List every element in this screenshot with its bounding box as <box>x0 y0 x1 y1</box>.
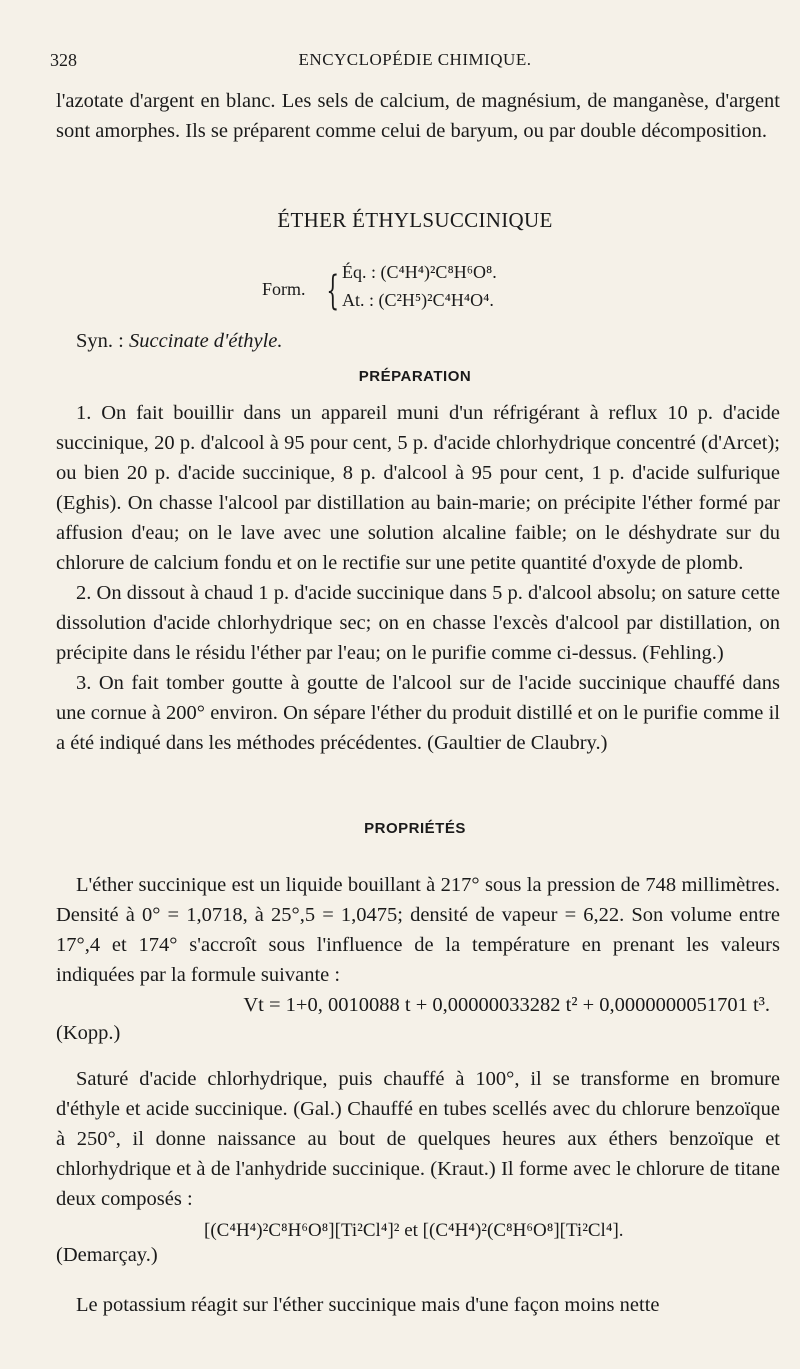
properties-paragraph-3: Le potassium réagit sur l'éther succinique mais d'une façon moins nette <box>76 1294 660 1316</box>
kopp-citation: (Kopp.) <box>56 1022 121 1044</box>
synonym-value: Succinate d'éthyle. <box>128 330 283 352</box>
titanium-compounds: [(C⁴H⁴)²C⁸H⁶O⁸][Ti²Cl⁴]² et [(C⁴H⁴)²(C⁸H⁶O⁸][Ti²Cl⁴]. <box>204 1220 624 1241</box>
brace-icon: { <box>326 268 340 314</box>
formula-equivalent: Éq. : (C⁴H⁴)²C⁸H⁶O⁸. <box>342 262 497 282</box>
formula-block <box>262 262 662 322</box>
preparation-heading: PRÉPARATION <box>358 368 472 385</box>
preparation-method-1: 1. On fait bouillir dans un appareil muni d'un réfrigérant à reflux 10 p. d'acide succinique, 20 p. d'alcool à 95 pour cent, 5 p. d'acide chlorhydrique concentré (d'Arcet); ou bien 20 p. d'acide succinique, 8 p. d'alcool à 95 pour cent, 1 p. d'acide sulfurique (Eghis). On chasse l'alcool par distillation au bain-marie; on précipite l'éther formé par affusion d'eau; on le lave avec une solution alcaline faible; on le déshydrate sur du chlorure de calcium fondu et on le rectifie sur une petite quantité d'oxyde de plomb. <box>56 402 780 574</box>
volume-equation: Vt = 1+0, 0010088 t + 0,00000033282 t² + 0,0000000051701 t³. <box>243 994 770 1016</box>
intro-block <box>56 86 780 146</box>
formula-atomic: At. : (C²H⁵)²C⁴H⁴O⁴. <box>342 290 494 310</box>
preparation-block <box>56 398 780 758</box>
intro-paragraph: l'azotate d'argent en blanc. Les sels de calcium, de magnésium, de manganèse, d'argent sont amorphes. Ils se préparent comme celui de baryum, ou par double décomposition. <box>56 90 780 142</box>
synonym-label: Syn. : <box>76 330 124 352</box>
section-title: ÉTHER ÉTHYLSUCCINIQUE <box>277 208 553 232</box>
preparation-method-2: 2. On dissout à chaud 1 p. d'acide succinique dans 5 p. d'alcool absolu; on sature cette dissolution d'acide chlorhydrique sec; on en chasse l'excès d'alcool par distillation, on précipite dans le résidu l'éther par l'eau; on le purifie comme ci-dessus. (Fehling.) <box>56 582 780 664</box>
preparation-method-3: 3. On fait tomber goutte à goutte de l'alcool sur de l'acide succinique chauffé dans une cornue à 200° environ. On sépare l'éther du produit distillé et on le purifie comme il a été indiqué dans les méthodes précédentes. (Gaultier de Claubry.) <box>56 672 780 754</box>
properties-block-1 <box>56 870 780 990</box>
properties-heading: PROPRIÉTÉS <box>364 820 466 837</box>
running-title: ENCYCLOPÉDIE CHIMIQUE. <box>298 50 532 69</box>
properties-block-3 <box>56 1290 780 1320</box>
demarcay-citation: (Demarçay.) <box>56 1244 158 1266</box>
properties-block-2 <box>56 1064 780 1214</box>
formula-label: Form. <box>262 279 306 299</box>
kopp-citation-line <box>56 1022 780 1045</box>
properties-paragraph-1: L'éther succinique est un liquide bouillant à 217° sous la pression de 748 millimètres. Densité à 0° = 1,0718, à 25°,5 = 1,0475; densité de vapeur = 6,22. Son volume entre 17°,4 et 174° s'accroît sous l'influence de la température en prenant les valeurs indiquées par la formule suivante : <box>56 874 780 986</box>
properties-paragraph-2: Saturé d'acide chlorhydrique, puis chauffé à 100°, il se transforme en bromure d'éthyle et acide succinique. (Gal.) Chauffé en tubes scellés avec du chlorure benzoïque à 250°, il donne naissance au bout de quelques heures aux éthers benzoïque et chlorhydrique et à de l'anhydride succinique. (Kraut.) Il forme avec le chlorure de titane deux composés : <box>56 1068 780 1210</box>
page-number: 328 <box>50 50 77 70</box>
synonym-line <box>76 330 283 353</box>
volume-equation-line <box>56 994 780 1024</box>
page-header <box>50 50 780 76</box>
demarcay-citation-line <box>56 1244 780 1267</box>
